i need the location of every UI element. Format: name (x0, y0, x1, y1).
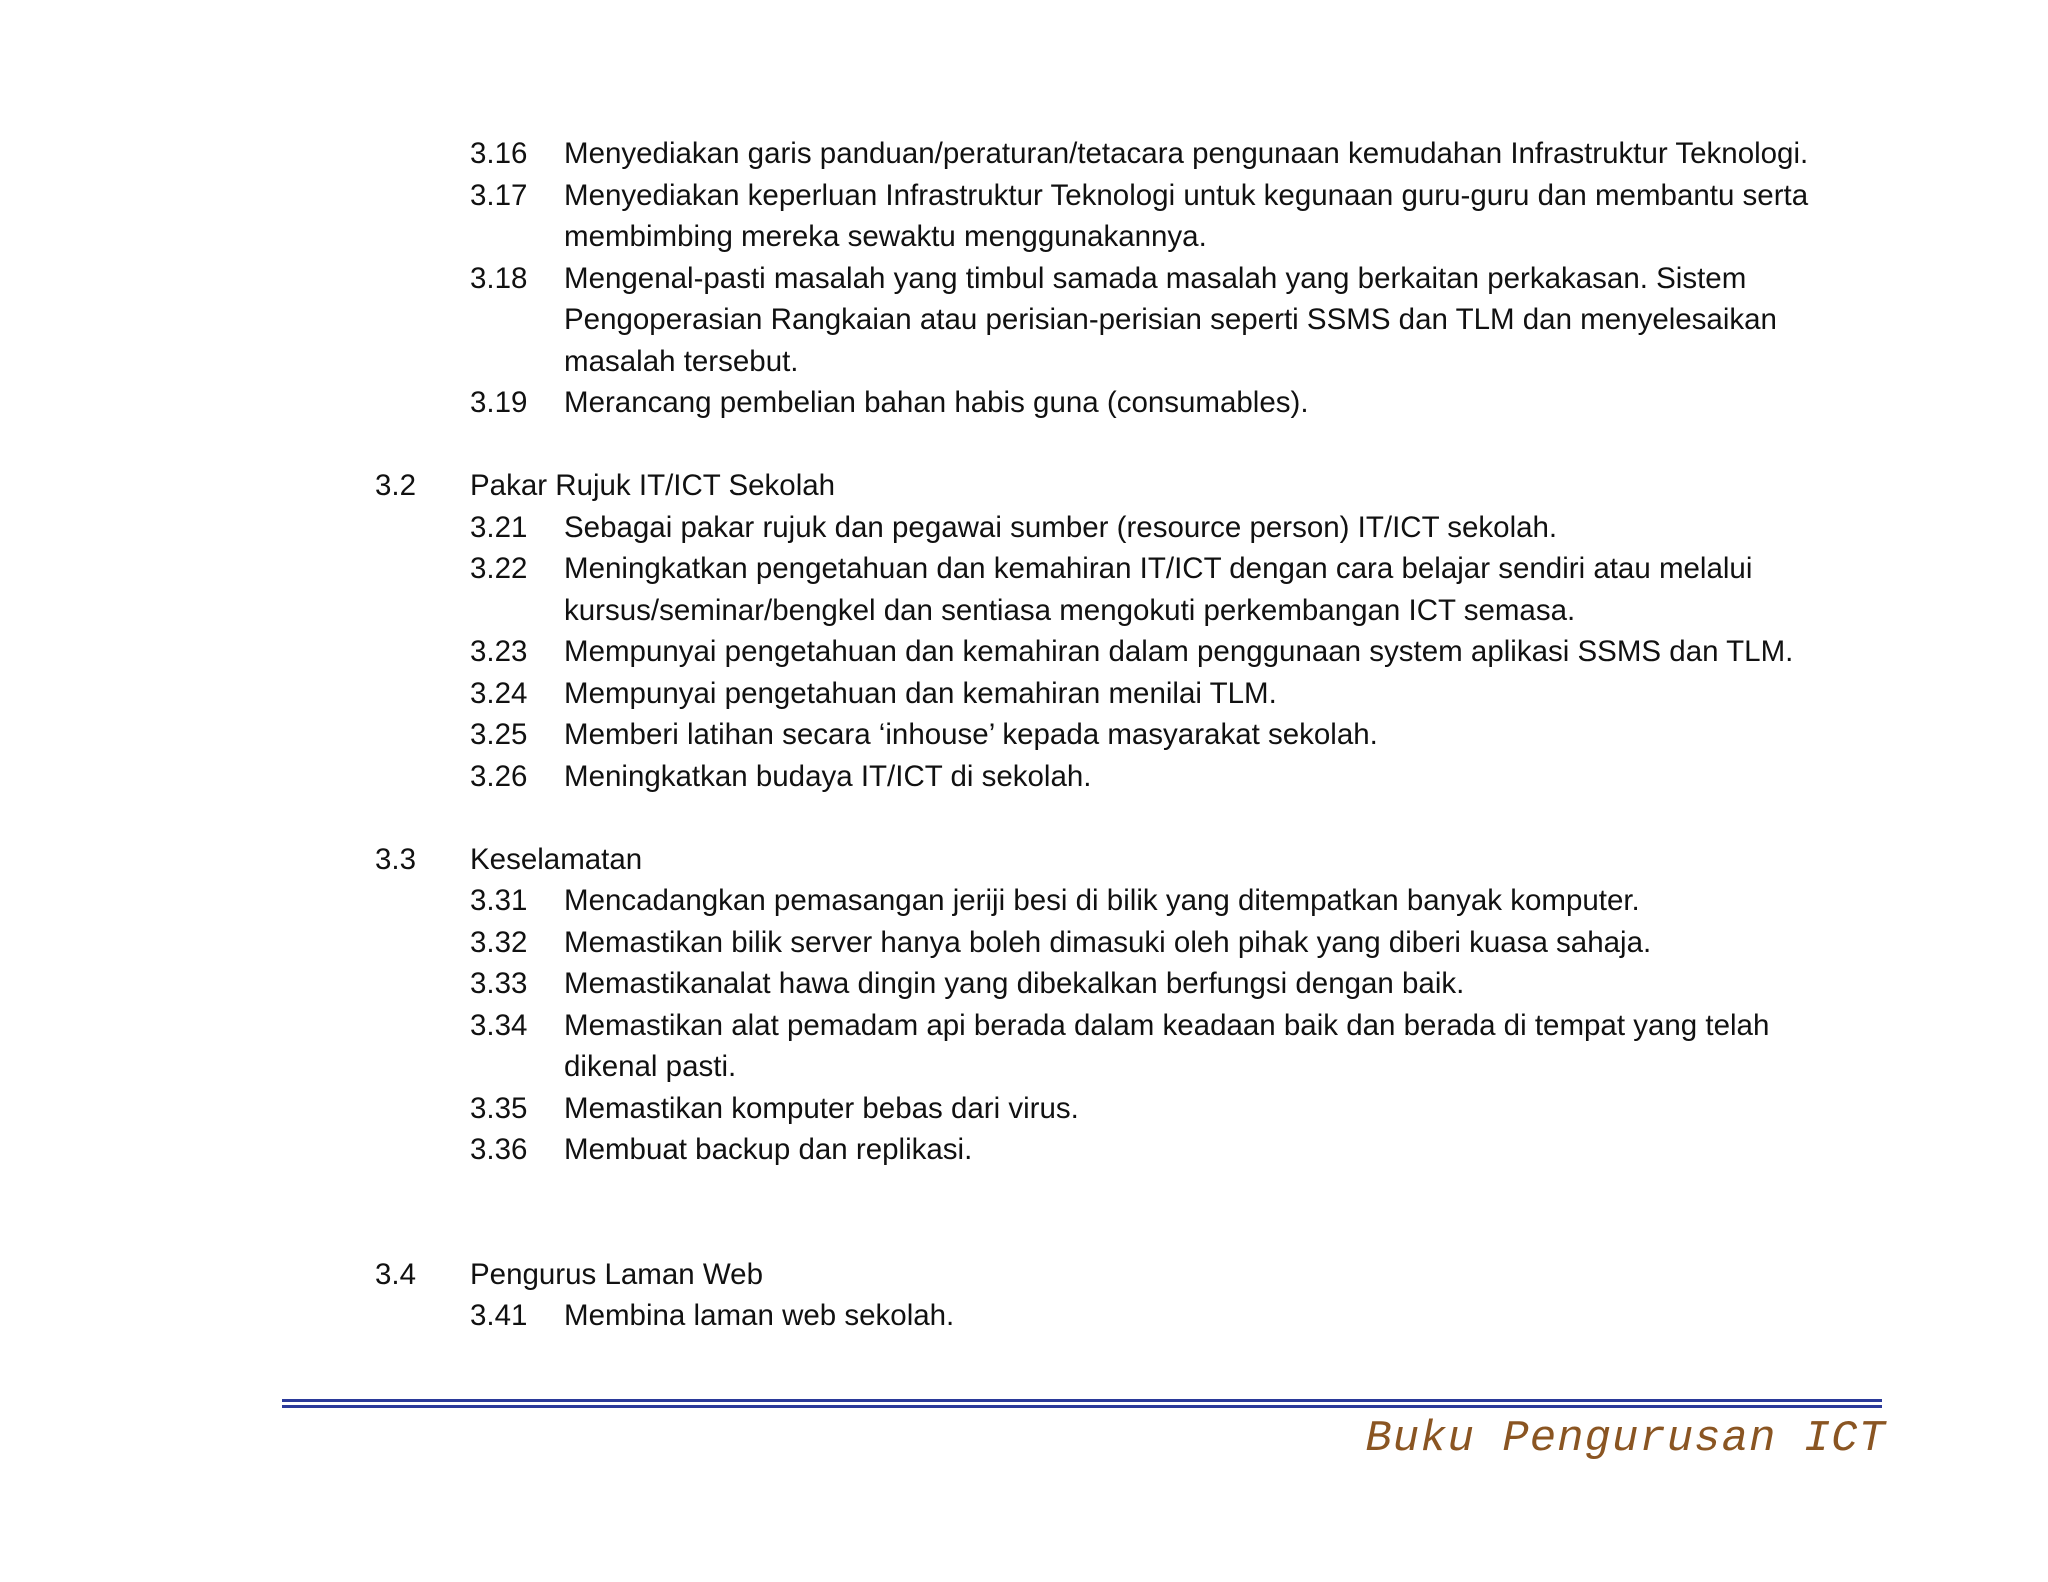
item-number: 3.23 (470, 635, 528, 668)
item-number: 3.26 (470, 759, 528, 793)
list-item (470, 963, 1864, 1005)
item-text: Membina laman web sekolah. (564, 1299, 955, 1332)
item-text: Mencadangkan pemasangan jeriji besi di bilik yang ditempatkan banyak komputer. (564, 884, 1640, 917)
list-item (470, 673, 1864, 715)
item-text: Sebagai pakar rujuk dan pegawai sumber (resource person) IT/ICT sekolah. (564, 510, 1558, 544)
list-item (470, 133, 1864, 175)
item-text: Membuat backup dan replikasi. (564, 1133, 973, 1166)
list-item (470, 548, 1864, 631)
section-heading (375, 1254, 2048, 1296)
item-number: 3.25 (470, 718, 528, 751)
item-number: 3.17 (470, 178, 528, 212)
list-item (470, 1088, 1864, 1130)
item-text: Mengenal-pasti masalah yang timbul samada masalah yang berkaitan perkakasan. Sistem Pengoperasian Rangkaian atau perisian-perisian seperti SSMS dan TLM dan menyelesaikan masalah tersebut. (564, 261, 1777, 378)
list-item (470, 1005, 1864, 1088)
item-number: 3.22 (470, 552, 528, 585)
item-text: Memastikan bilik server hanya boleh dimasuki oleh pihak yang diberi kuasa sahaja. (564, 925, 1652, 959)
document-body (0, 133, 2048, 1337)
list-item (470, 175, 1864, 258)
item-text: Mempunyai pengetahuan dan kemahiran menilai TLM. (564, 676, 1277, 710)
item-text: Memastikan komputer bebas dari virus. (564, 1091, 1079, 1125)
item-text: Mempunyai pengetahuan dan kemahiran dalam penggunaan system aplikasi SSMS dan TLM. (564, 635, 1794, 668)
section-title: Pengurus Laman Web (470, 1257, 763, 1291)
section-heading (375, 839, 2048, 881)
section-heading (375, 465, 2048, 507)
footer-rule-bottom (282, 1405, 1882, 1408)
section-number: 3.2 (375, 469, 417, 502)
section-number: 3.4 (375, 1257, 417, 1291)
list-item (470, 1129, 1864, 1171)
item-text: Memberi latihan secara ‘inhouse’ kepada masyarakat sekolah. (564, 718, 1378, 751)
item-number: 3.33 (470, 967, 528, 1000)
item-number: 3.41 (470, 1299, 528, 1332)
list-item (470, 756, 1864, 798)
list-item (470, 714, 1864, 756)
item-number: 3.34 (470, 1008, 528, 1042)
item-text: Memastikanalat hawa dingin yang dibekalkan berfungsi dengan baik. (564, 967, 1465, 1000)
list-item (470, 507, 1864, 549)
item-text: Meningkatkan budaya IT/ICT di sekolah. (564, 759, 1092, 793)
item-number: 3.24 (470, 676, 528, 710)
item-number: 3.35 (470, 1091, 528, 1125)
list-item (470, 1295, 1864, 1337)
list-item (470, 631, 1864, 673)
spacer (0, 1171, 2048, 1254)
item-text: Memastikan alat pemadam api berada dalam keadaan baik dan berada di tempat yang telah dikenal pasti. (564, 1008, 1770, 1083)
item-text: Menyediakan keperluan Infrastruktur Teknologi untuk kegunaan guru-guru dan membantu serta membimbing mereka sewaktu menggunakannya. (564, 178, 1809, 253)
item-number: 3.18 (470, 261, 528, 295)
item-number: 3.16 (470, 137, 528, 170)
item-number: 3.36 (470, 1133, 528, 1166)
item-text: Merancang pembelian bahan habis guna (consumables). (564, 386, 1309, 419)
spacer (0, 797, 2048, 839)
footer-rule-top (282, 1399, 1882, 1402)
list-item (470, 382, 1864, 424)
spacer (0, 424, 2048, 466)
item-number: 3.21 (470, 510, 528, 544)
list-item (470, 880, 1864, 922)
item-text: Menyediakan garis panduan/peraturan/tetacara pengunaan kemudahan Infrastruktur Teknologi. (564, 137, 1809, 170)
section-number: 3.3 (375, 842, 417, 876)
list-item (470, 922, 1864, 964)
item-number: 3.31 (470, 884, 528, 917)
item-number: 3.19 (470, 386, 528, 419)
section-title: Keselamatan (470, 842, 643, 876)
list-item (470, 258, 1864, 383)
section-title: Pakar Rujuk IT/ICT Sekolah (470, 469, 836, 502)
footer-title: Buku Pengurusan ICT (1365, 1414, 1886, 1464)
item-number: 3.32 (470, 925, 528, 959)
item-text: Meningkatkan pengetahuan dan kemahiran IT/ICT dengan cara belajar sendiri atau melalui kursus/seminar/bengkel dan sentiasa mengokuti perkembangan ICT semasa. (564, 552, 1753, 627)
